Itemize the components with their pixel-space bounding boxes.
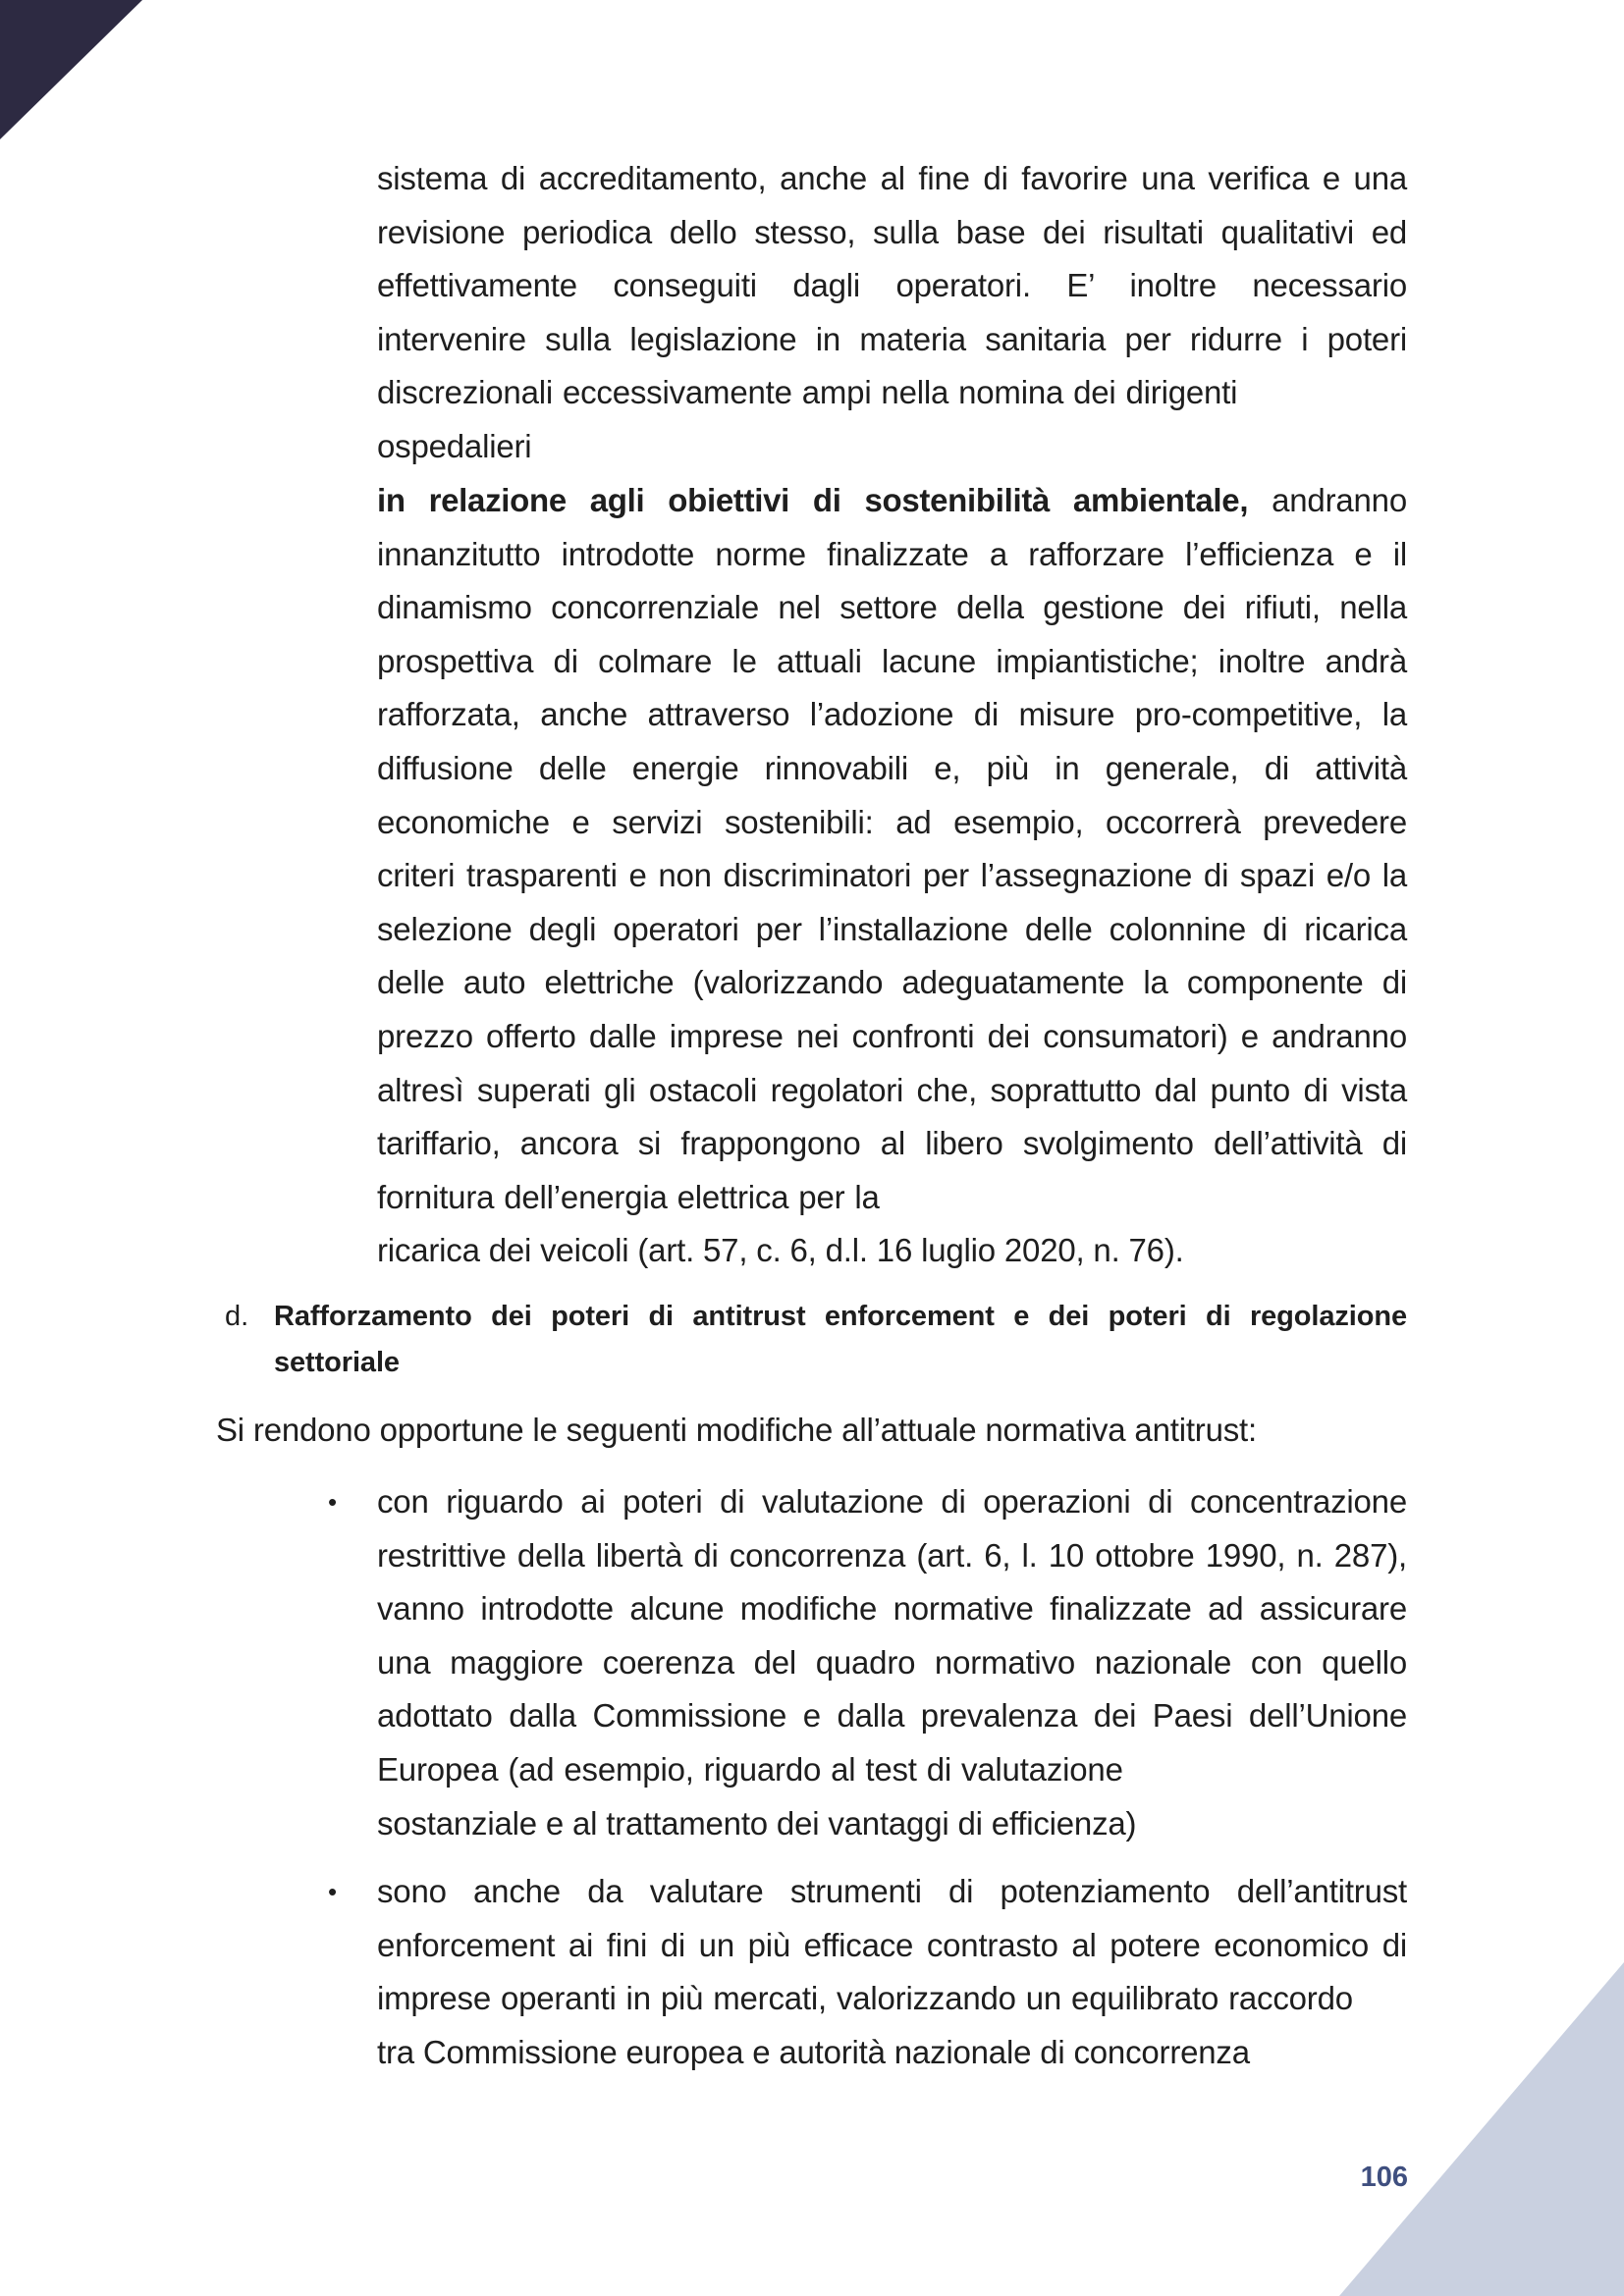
list-item xyxy=(328,1865,1407,2079)
bullet-icon: • xyxy=(328,1487,338,1517)
paragraph-continuation-last-line: ospedalieri xyxy=(377,427,532,464)
paragraph-environment-body xyxy=(377,474,1407,1224)
paragraph-environment xyxy=(377,474,1407,1278)
intro-sentence: Si rendono opportune le seguenti modifiche all’attuale normativa antitrust: xyxy=(216,1412,1257,1448)
environment-text: andranno innanzitutto introdotte norme finalizzate a rafforzare l’efficienza e il dinamismo concorrenziale nel settore della gestione dei rifiuti, nella prospettiva di colmare le attuali lacune impiantistiche; inoltre andrà rafforzata, anche attraverso l’adozione di misure pro-competitive, la diffusione delle energie rinnovabili e, più in generale, di attività economiche e servizi sostenibili: ad esempio, occorrerà prevedere criteri trasparenti e non discriminatori per l’assegnazione di spazi e/o la selezione degli operatori per l’installazione delle colonnine di ricarica delle auto elettriche (valorizzando adeguatamente la componente di prezzo offerto dalle imprese nei confronti dei consumatori) e andranno altresì superati gli ostacoli regolatori che, soprattutto dal punto di vista tariffario, ancora si frappongono al libero svolgimento dell’attività di fornitura dell’energia elettrica per la xyxy=(377,482,1407,1215)
environment-lead: in relazione agli obiettivi di sostenibilità ambientale, xyxy=(377,482,1249,518)
list-item-last-line: tra Commissione europea e autorità nazionale di concorrenza xyxy=(377,2033,1250,2070)
paragraph-continuation xyxy=(377,152,1407,474)
section-title: Rafforzamento dei poteri di antitrust enforcement e dei poteri di regolazione settoriale xyxy=(274,1301,1407,1378)
bullet-icon: • xyxy=(328,1877,338,1906)
paragraph-environment-last-line: ricarica dei veicoli (art. 57, c. 6, d.l. 16 luglio 2020, n. 76). xyxy=(377,1232,1184,1269)
page-number: 106 xyxy=(1360,2162,1408,2193)
list-item-last-line: sostanziale e al trattamento dei vantaggi di efficienza) xyxy=(377,1804,1137,1842)
section-heading-d xyxy=(225,1294,1407,1386)
list-item-body: sono anche da valutare strumenti di potenziamento dell’antitrust enforcement ai fini di un più efficace contrasto al potere economico di imprese operanti in più mercati, valorizzando un equilibrato raccordo xyxy=(377,1873,1407,2017)
section-marker: d. xyxy=(225,1301,249,1332)
corner-decoration-top-left xyxy=(0,0,142,139)
list-item-body: con riguardo ai poteri di valutazione di operazioni di concentrazione restrittive della libertà di concorrenza (art. 6, l. 10 ottobre 1990, n. 287), vanno introdotte alcune modifiche normative finalizzate ad assicurare una maggiore coerenza del quadro normativo nazionale con quello adottato dalla Commissione e dalla prevalenza dei Paesi dell’Unione Europea (ad esempio, riguardo al test di valutazione xyxy=(377,1483,1407,1788)
paragraph-continuation-body: sistema di accreditamento, anche al fine di favorire una verifica e una revisione periodica dello stesso, sulla base dei risultati qualitativi ed effettivamente conseguiti dagli operatori. E’ inoltre necessario intervenire sulla legislazione in materia sanitaria per ridurre i poteri discrezionali eccessivamente ampi nella nomina dei dirigenti xyxy=(377,160,1407,411)
list-item xyxy=(328,1475,1407,1850)
